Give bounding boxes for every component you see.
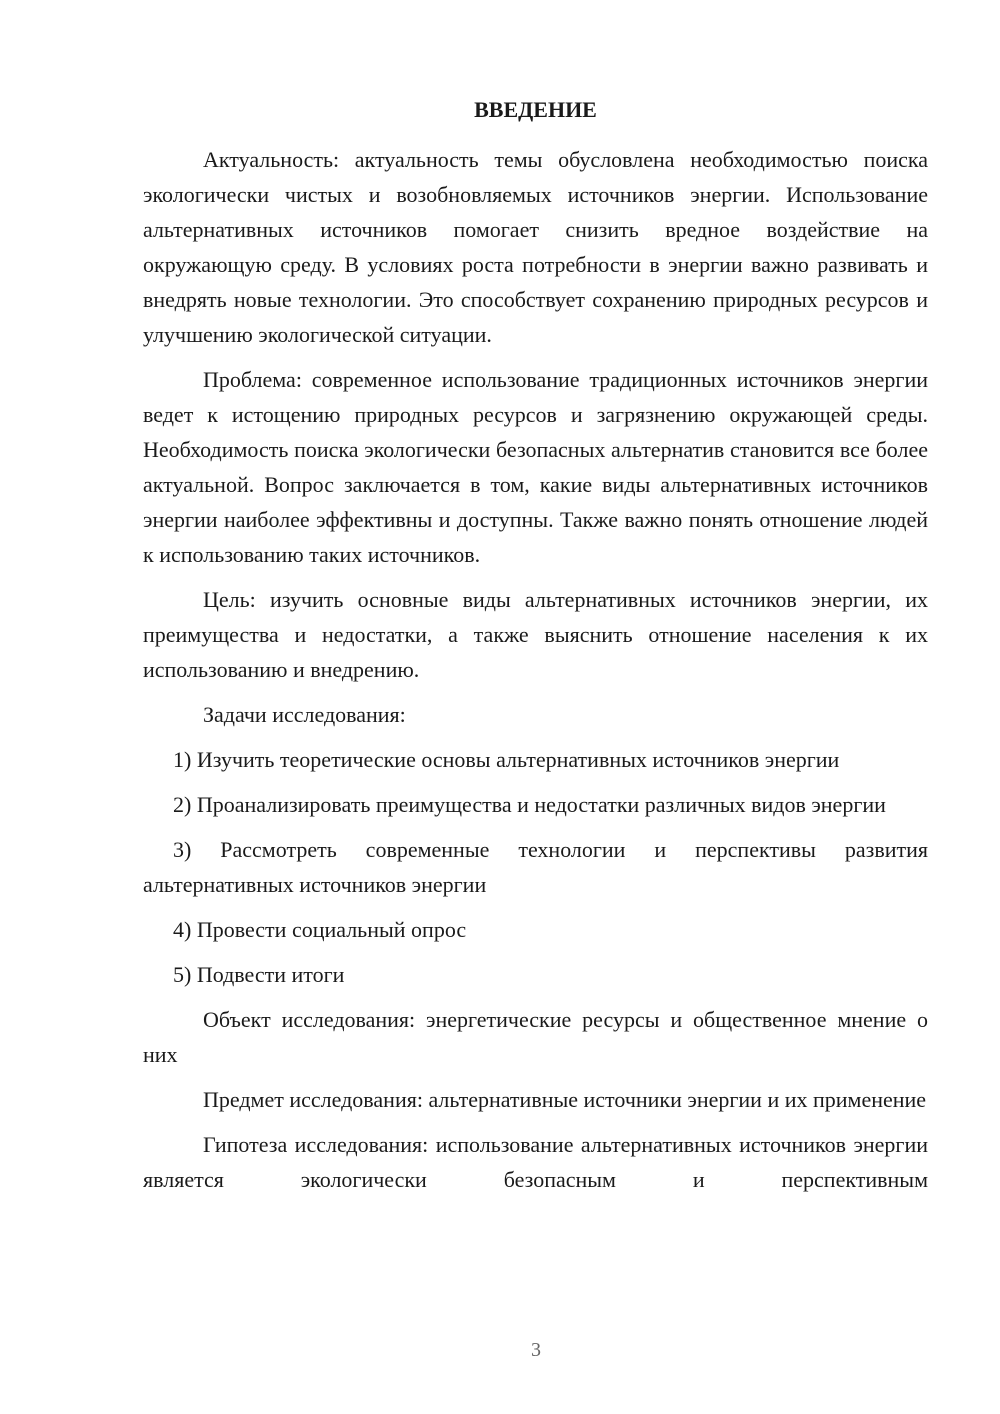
document-body: [143, 142, 928, 1207]
relevance-paragraph: Актуальность: актуальность темы обусловлена необходимостью поиска экологически чистых и возобновляемых источников энергии. Использование альтернативных источников помогает снизить вредное воздействие на окружающую среду. В условиях роста потребности в энергии важно развивать и внедрять новые технологии. Это способствует сохранению природных ресурсов и улучшению экологической ситуации.: [143, 147, 928, 347]
task-item-5: 5) Подвести итоги: [173, 962, 345, 987]
problem-paragraph: Проблема: современное использование традиционных источников энергии ведет к истощению природных ресурсов и загрязнению окружающей среды. Необходимость поиска экологически безопасных альтернатив становится все более актуальной. Вопрос заключается в том, какие виды альтернативных источников энергии наиболее эффективны и доступны. Также важно понять отношение людей к использованию таких источников.: [143, 367, 928, 567]
hypothesis-paragraph: Гипотеза исследования: использование альтернативных источников энергии является экологически безопасным и перспективным: [143, 1132, 928, 1192]
task-item-3: 3) Рассмотреть современные технологии и перспективы развития альтернативных источников энергии: [143, 837, 928, 897]
goal-paragraph: Цель: изучить основные виды альтернативных источников энергии, их преимущества и недостатки, а также выяснить отношение населения к их использованию и внедрению.: [143, 587, 928, 682]
page-number: 3: [531, 1339, 541, 1361]
object-paragraph: Объект исследования: энергетические ресурсы и общественное мнение о них: [143, 1007, 928, 1067]
page-title: ВВЕДЕНИЕ: [474, 97, 597, 122]
tasks-heading: Задачи исследования:: [203, 702, 406, 727]
task-item-4: 4) Провести социальный опрос: [173, 917, 467, 942]
task-item-2: 2) Проанализировать преимущества и недостатки различных видов энергии: [173, 792, 886, 817]
task-item-1: 1) Изучить теоретические основы альтернативных источников энергии: [173, 747, 840, 772]
subject-paragraph: Предмет исследования: альтернативные источники энергии и их применение: [203, 1087, 927, 1112]
